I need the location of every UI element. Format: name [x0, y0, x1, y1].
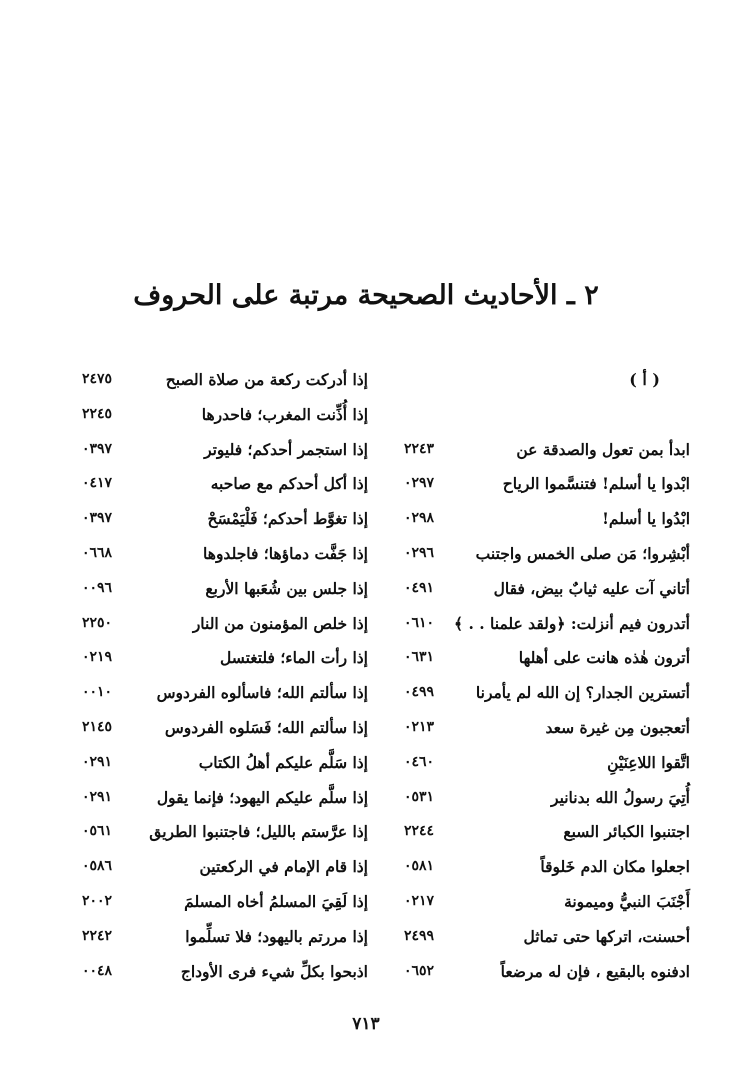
hadith-text: إذا جَفَّت دماؤها؛ فاجلدوها: [203, 543, 368, 563]
hadith-number: ٢٢٥٠: [82, 614, 113, 631]
index-entry: [68, 644, 368, 679]
hadith-text: إذا أكل أحدكم مع صاحبه: [210, 474, 368, 494]
hadith-number: ٢٠٠٢: [82, 892, 113, 909]
hadith-number: ٠٠٩٦: [82, 579, 113, 596]
hadith-number: ٠٥٨٦: [82, 858, 113, 875]
index-entry: [68, 366, 368, 401]
page-title: ٢ ـ الأحاديث الصحيحة مرتبة على الحروف: [133, 280, 599, 311]
index-entry: [390, 644, 690, 679]
hadith-text: إذا رأت الماء؛ فلتغتسل: [220, 648, 368, 668]
index-entry: [68, 714, 368, 749]
index-entry: [68, 818, 368, 853]
hadith-text: إذا سألتم الله؛ فَسَلوه الفردوس: [164, 717, 368, 737]
hadith-text: إذا تغوَّط أحدكم؛ فَلْيَمْسَحْ: [207, 509, 368, 529]
hadith-number: ٢٤٧٥: [82, 371, 113, 387]
hadith-text: إذا استجمر أحدكم؛ فليوتر: [204, 439, 368, 459]
hadith-number: ٠٤١٧: [82, 475, 113, 492]
index-entry: [390, 436, 690, 471]
index-entry: [390, 888, 690, 923]
hadith-number: ٠٥٣١: [404, 788, 435, 805]
index-entry: [390, 853, 690, 888]
hadith-text: اجتنبوا الكبائر السبع: [563, 822, 690, 842]
index-entry: [390, 784, 690, 819]
hadith-text: أتعجبون مِن غيرة سعد: [545, 717, 690, 737]
hadith-number: ٢٢٤٤: [404, 823, 435, 840]
hadith-text: ادفنوه بالبقيع ، فإن له مرضعاً: [500, 961, 690, 981]
index-entry: [68, 749, 368, 784]
hadith-text: أُتِيَ رسولُ الله بدنانير: [551, 787, 690, 807]
page-number: ٧١٣: [352, 1014, 380, 1034]
hadith-number: ٢٤٩٩: [404, 927, 435, 944]
hadith-number: ٢١٤٥: [82, 718, 113, 735]
hadith-text: أتدرون فيم أنزلت: ﴿ولقد علمنا . . ﴾: [453, 613, 690, 633]
hadith-number: ٠٠١٠: [82, 684, 113, 701]
index-entry: [390, 540, 690, 575]
hadith-text: إذا سلَّم عليكم اليهود؛ فإنما يقول: [156, 787, 368, 807]
hadith-number: ٠٣٩٧: [82, 440, 113, 457]
hadith-number: ٠٠٤٨: [82, 962, 113, 979]
hadith-text: إذا جلس بين شُعَبها الأربع: [205, 578, 368, 598]
hadith-text: إذا أدركت ركعة من صلاة الصبح: [165, 370, 368, 389]
hadith-number: ٠٦٥٢: [404, 962, 435, 979]
hadith-number: ٠٣٩٧: [82, 510, 113, 527]
hadith-number: ٠٢٩١: [82, 788, 113, 805]
index-entry: [390, 958, 690, 993]
index-entry: [68, 505, 368, 540]
index-entry: [390, 818, 690, 853]
hadith-text: ابْدوا يا أسلم! فتنسَّموا الرياح: [502, 474, 690, 494]
index-entry: [68, 540, 368, 575]
hadith-number: ٠٢١٩: [82, 649, 113, 666]
hadith-text: إذا لَقِيَ المسلمُ أخاه المسلمَ: [184, 891, 368, 911]
index-entry: [68, 784, 368, 819]
index-entry: [68, 958, 368, 993]
index-entry: [68, 888, 368, 923]
hadith-text: إذا عرَّستم بالليل؛ فاجتنبوا الطريق: [149, 822, 368, 842]
hadith-text: إذا قام الإمام في الركعتين: [199, 857, 368, 877]
hadith-text: أتسترين الجدار؟ إن الله لم يأمرنا: [475, 683, 690, 703]
hadith-text: اجعلوا مكان الدم خَلوقاً: [540, 857, 690, 877]
hadith-number: ٠٥٨١: [404, 858, 435, 875]
hadith-text: أترون هٰذه هانت على أهلها: [518, 648, 690, 668]
hadith-number: ٠٢١٣: [404, 718, 435, 735]
index-entry: [68, 610, 368, 645]
hadith-number: ٠٦٦٨: [82, 544, 113, 561]
index-entry: [390, 505, 690, 540]
hadith-text: إذا مررتم باليهود؛ فلا تسلِّموا: [185, 926, 368, 946]
letter-header: ( أ ): [629, 370, 660, 389]
index-entry: [68, 575, 368, 610]
hadith-number: ٠٥٦١: [82, 823, 113, 840]
hadith-text: اتَّقوا اللاعِنَيْنِ: [607, 752, 690, 772]
hadith-number: ٠٢٩١: [82, 753, 113, 770]
hadith-number: ٢٢٤٥: [82, 405, 113, 422]
hadith-text: أبْشِروا؛ مَن صلى الخمس واجتنب: [475, 543, 690, 563]
index-column-left: [68, 366, 368, 992]
hadith-number: ٠٤٦٠: [404, 753, 435, 770]
hadith-text: إذا سَلَّم عليكم أهلُ الكتاب: [198, 752, 368, 772]
hadith-number: ٢٢٤٢: [82, 927, 113, 944]
hadith-text: اذبحوا بكلِّ شيء فرى الأوداج: [180, 961, 368, 981]
hadith-number: ٠٢١٧: [404, 892, 435, 909]
index-entry: [390, 714, 690, 749]
hadith-text: إذا أُذِّنت المغرب؛ فاحدرها: [201, 404, 368, 424]
index-entry: [68, 923, 368, 958]
hadith-number: ٠٢٩٧: [404, 475, 435, 492]
hadith-text: أتاني آت عليه ثيابٌ بيض، فقال: [493, 578, 690, 598]
hadith-text: أَجْنَبَ النبيُّ وميمونة: [564, 891, 690, 911]
hadith-number: ٠٢٩٦: [404, 544, 435, 561]
index-entry: [68, 853, 368, 888]
index-entry: [390, 749, 690, 784]
index-entry: [390, 470, 690, 505]
index-entry: [68, 436, 368, 471]
hadith-number: ٢٢٤٣: [404, 440, 435, 457]
index-entry: [68, 401, 368, 436]
index-entry: [390, 679, 690, 714]
hadith-text: ابْدُوا يا أسلم!: [602, 509, 690, 529]
hadith-number: ٠٦١٠: [404, 614, 435, 631]
hadith-number: ٠٤٩٩: [404, 684, 435, 701]
hadith-text: إذا خلص المؤمنون من النار: [192, 613, 368, 633]
index-entry: [68, 470, 368, 505]
index-entry: [68, 679, 368, 714]
hadith-number: ٠٤٩١: [404, 579, 435, 596]
hadith-number: ٠٢٩٨: [404, 510, 435, 527]
hadith-number: ٠٦٣١: [404, 649, 435, 666]
hadith-text: أحسنت، اتركها حتى تماثل: [523, 926, 690, 946]
hadith-text: ابدأ بمن تعول والصدقة عن: [516, 439, 690, 459]
index-entry: [390, 610, 690, 645]
index-column-right: [390, 366, 690, 992]
index-entry: [390, 575, 690, 610]
spacer-row: [390, 401, 690, 436]
letter-header-row: [390, 366, 690, 401]
hadith-text: إذا سألتم الله؛ فاسألوه الفردوس: [156, 683, 368, 703]
index-entry: [390, 923, 690, 958]
